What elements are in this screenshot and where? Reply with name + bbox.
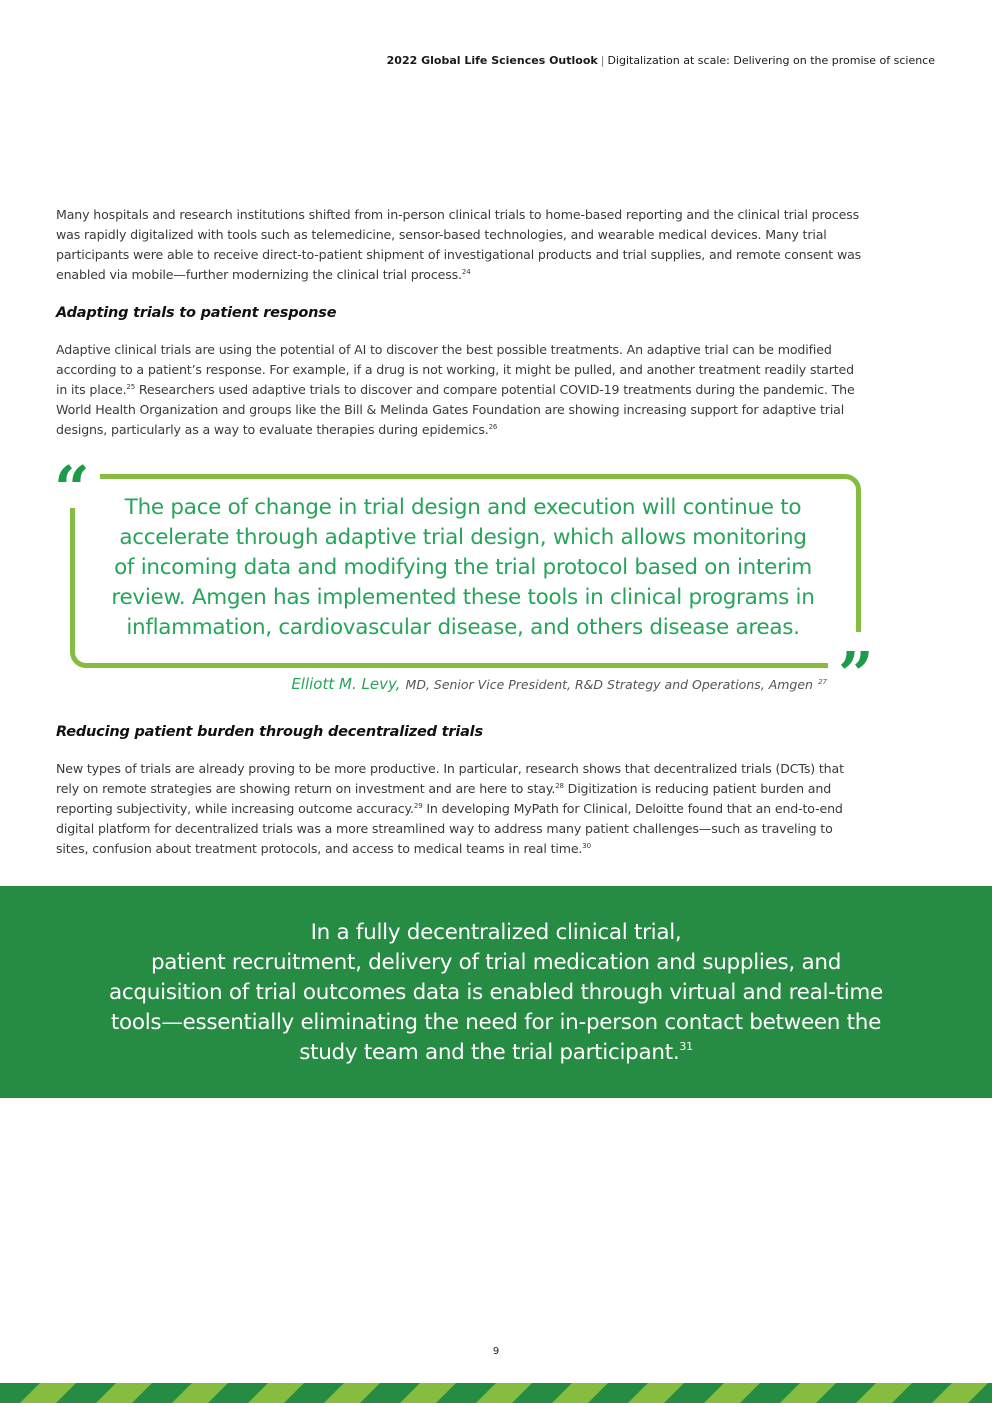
quote-author: Elliott M. Levy,: [291, 675, 401, 693]
adaptive-text-a: Adaptive clinical trials are using the potential of AI to discover the best possible treatments. An adaptive trial can be modified according to a patient’s response. For example, if a drug is not working, it might be pulled, and another treatment readily started in its place.: [56, 342, 854, 397]
dct-text-b: Digitization is reducing patient burden and reporting subjectivity, while increasing outcome accuracy.: [56, 781, 832, 816]
section-title: Digitalization at scale: Delivering on the promise of science: [607, 54, 935, 67]
footnote-ref[interactable]: 26: [488, 423, 498, 431]
footer-stripe-band: [0, 1383, 992, 1403]
footnote-ref[interactable]: 31: [679, 1040, 693, 1053]
report-title: 2022 Global Life Sciences Outlook: [386, 54, 598, 67]
footnote-ref[interactable]: 29: [413, 802, 423, 810]
adaptive-text-b: Researchers used adaptive trials to discover and compare potential COVID-19 treatments during the pandemic. The World Health Organization and groups like the Bill & Melinda Gates Foundation are showing increasing support for adaptive trial designs, particularly as a way to evaluate therapies during epidemics.: [56, 382, 855, 437]
dct-text-a: New types of trials are already proving to be more productive. In particular, research shows that decentralized trials (DCTs) that rely on remote strategies are showing return on investment and are here to stay.: [56, 761, 844, 796]
footnote-ref[interactable]: 28: [555, 782, 564, 790]
section-heading-adaptive: Adapting trials to patient response: [56, 305, 337, 321]
open-quote-icon: “: [54, 452, 90, 525]
dct-text-c: In developing MyPath for Clinical, Deloitte found that an end-to-end digital platform for decentralized trials was a more streamlined way to address many patient challenges—such as traveling to sites, confusion about treatment protocols, and access to medical teams in real time.: [56, 801, 843, 856]
footnote-ref[interactable]: 25: [126, 383, 136, 391]
footnote-ref[interactable]: 27: [818, 678, 827, 686]
intro-text: Many hospitals and research institutions shifted from in-person clinical trials to home-based reporting and the clinical trial process was rapidly digitalized with tools such as telemedicine, sensor-based technologies, and wearable medical devices. Many trial participants were able to receive direct-to-patient shipment of investigational products and trial supplies, and remote consent was enabled via mobile—further modernizing the clinical trial process.: [56, 207, 862, 282]
footnote-ref[interactable]: 24: [461, 268, 471, 276]
running-header: [387, 54, 935, 67]
section-heading-decentralized: Reducing patient burden through decentralized trials: [56, 724, 483, 740]
header-separator: |: [600, 54, 605, 67]
banner-line-1: In a fully decentralized clinical trial,: [310, 920, 682, 945]
quote-attribution: [291, 674, 827, 693]
footnote-ref[interactable]: 30: [582, 842, 591, 850]
quote-author-role: MD, Senior Vice President, R&D Strategy and Operations, Amgen: [405, 677, 813, 692]
decentralized-paragraph: [56, 759, 862, 859]
intro-paragraph: [56, 205, 862, 285]
pull-quote-text: The pace of change in trial design and execution will continue to accelerate through adaptive trial design, which allows monitoring of incoming data and modifying the trial protocol based on interim review. Amgen has implemented these tools in clinical programs in inflammation, cardiovascular disease, and others disease areas.: [111, 495, 815, 640]
close-quote-icon: ”: [838, 638, 874, 711]
page-number: 9: [492, 1346, 500, 1357]
banner-rest: patient recruitment, delivery of trial medication and supplies, and acquisition of trial outcomes data is enabled through virtual and real-time tools—essentially eliminating the need for in-person contact between the study team and the trial participant.: [109, 950, 883, 1065]
callout-banner-text: [100, 918, 892, 1068]
adaptive-paragraph: [56, 340, 862, 440]
